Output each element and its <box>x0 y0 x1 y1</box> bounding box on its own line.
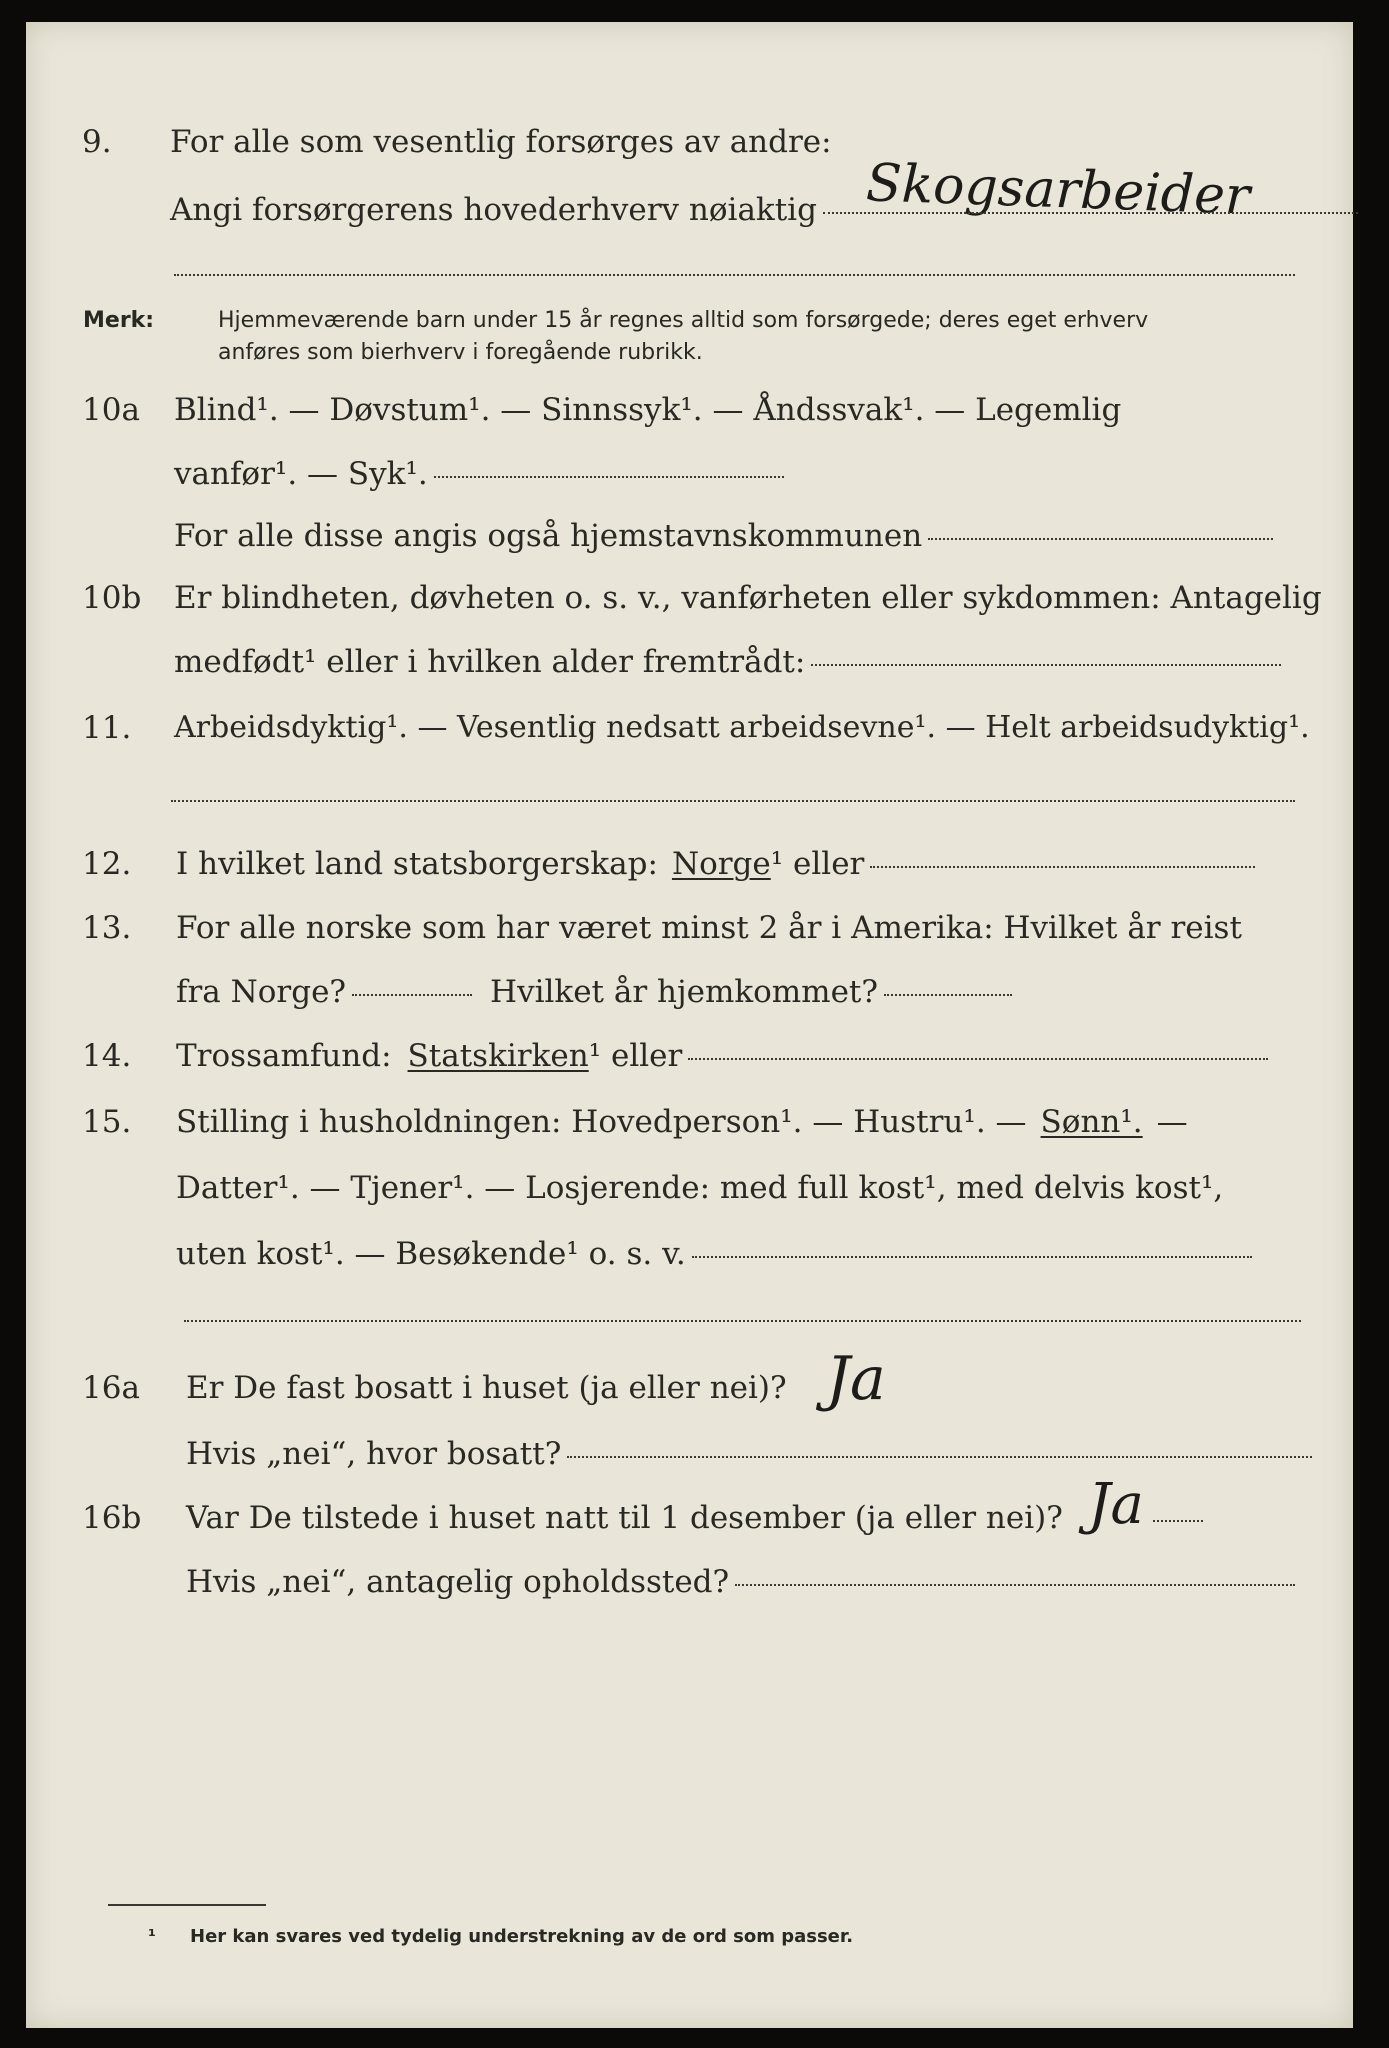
q13-text-1: For alle norske som har været minst 2 år i Amerika: Hvilket år reist <box>176 910 1242 946</box>
q14-number: 14. <box>82 1038 132 1074</box>
q10b-text-2: medfødt¹ eller i hvilken alder fremtrådt: <box>174 644 806 680</box>
q15-answer-dots <box>692 1255 1252 1258</box>
q13-reist-question: fra Norge? <box>176 974 347 1010</box>
q15-number: 15. <box>82 1104 132 1140</box>
q10a-kommune-dots <box>928 537 1273 540</box>
q10a-text-1: Blind¹. — Døvstum¹. — Sinnssyk¹. — Åndssvak¹. — Legemlig <box>174 392 1122 428</box>
q16a-question: Er De fast bosatt i huset (ja eller nei)? <box>186 1370 787 1406</box>
q15-text-1a: Stilling i husholdningen: Hovedperson¹. — Hustru¹. — <box>176 1104 1027 1140</box>
q11-answer-line <box>171 800 1295 802</box>
q16b-subquestion: Hvis „nei“, antagelig opholdssted? <box>186 1564 730 1600</box>
q16a-number: 16a <box>82 1370 140 1406</box>
q10a-number: 10a <box>82 392 140 428</box>
q15-text-2: Datter¹. — Tjener¹. — Losjerende: med full kost¹, med delvis kost¹, <box>176 1170 1224 1206</box>
q10b-number: 10b <box>82 580 142 616</box>
merk-label: Merk: <box>83 308 155 333</box>
q16a-subquestion: Hvis „nei“, hvor bosatt? <box>186 1436 562 1472</box>
q12-number: 12. <box>82 846 132 882</box>
q9-number: 9. <box>82 124 112 160</box>
q11-number: 11. <box>82 710 132 746</box>
merk-line-2: anføres som bierhverv i foregående rubrikk. <box>218 340 703 365</box>
q16b-answer-line <box>735 1583 1295 1586</box>
q16b-handwritten-answer: Ja <box>1088 1472 1144 1537</box>
q10a-text-3: For alle disse angis også hjemstavnskommunen <box>174 518 923 554</box>
q9-subquestion-text: Angi forsørgerens hovederhverv nøiaktig <box>170 192 817 228</box>
q15-dash: — <box>1156 1104 1188 1140</box>
q14-question: Trossamfund: <box>176 1038 392 1074</box>
footnote-rule <box>108 1904 266 1906</box>
q11-text: Arbeidsdyktig¹. — Vesentlig nedsatt arbeidsevne¹. — Helt arbeidsudyktig¹. <box>174 710 1310 745</box>
q9-answer-dots <box>823 211 1358 214</box>
q16b-answer-dots <box>1153 1519 1203 1522</box>
q13-reist-dots <box>352 993 472 996</box>
q12-question: I hvilket land statsborgerskap: <box>176 846 658 882</box>
q16a-answer-dots <box>567 1455 1312 1458</box>
footnote-mark: ¹ <box>148 1926 156 1947</box>
q10a-syk-dots <box>434 475 784 478</box>
q15-text-3: uten kost¹. — Besøkende¹ o. s. v. <box>176 1236 686 1272</box>
q9-question-text: For alle som vesentlig forsørges av andre: <box>170 124 832 160</box>
q12-suffix: ¹ eller <box>770 846 865 882</box>
census-form-page <box>26 22 1353 2028</box>
q9-handwritten-answer: Skogsarbeider <box>865 153 1251 227</box>
footnote-text: Her kan svares ved tydelig understrekning av de ord som passer. <box>190 1926 854 1947</box>
q10b-answer-dots <box>811 663 1281 666</box>
q13-hjemkommet-dots <box>884 993 1012 996</box>
q9-extra-line <box>174 274 1295 276</box>
q16b-question: Var De tilstede i huset natt til 1 desember (ja eller nei)? <box>186 1500 1063 1536</box>
q14-suffix: ¹ eller <box>588 1038 683 1074</box>
q16a-handwritten-answer: Ja <box>826 1344 886 1414</box>
q10b-text-1: Er blindheten, døvheten o. s. v., vanførheten eller sykdommen: Antagelig <box>174 580 1322 616</box>
q16b-number: 16b <box>82 1500 142 1536</box>
q12-underlined-norge: Norge <box>671 846 771 882</box>
q10a-text-2: vanfør¹. — Syk¹. <box>174 456 428 492</box>
q14-answer-dots <box>688 1057 1268 1060</box>
q15-extra-line <box>184 1320 1301 1322</box>
q14-underlined-statskirken: Statskirken <box>407 1038 589 1074</box>
q13-hjemkommet-question: Hvilket år hjemkommet? <box>490 974 879 1010</box>
q13-number: 13. <box>82 910 132 946</box>
q12-answer-dots <box>870 865 1255 868</box>
merk-line-1: Hjemmeværende barn under 15 år regnes alltid som forsørgede; deres eget erhverv <box>218 308 1149 333</box>
q15-underlined-sonn: Sønn¹. <box>1040 1104 1143 1140</box>
